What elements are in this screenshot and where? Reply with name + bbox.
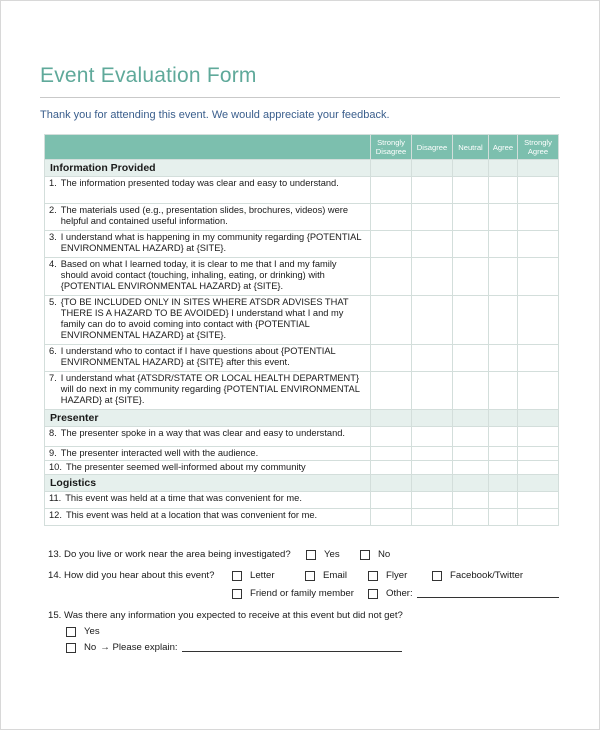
question-row bbox=[45, 231, 559, 258]
question-cell bbox=[45, 258, 371, 296]
q15-no-checkbox[interactable] bbox=[66, 643, 76, 653]
scale-strongly-agree: Strongly Agree bbox=[518, 135, 559, 160]
q13-yes-label: Yes bbox=[324, 549, 340, 560]
q13-no-label: No bbox=[378, 549, 391, 560]
rating-neutral-cell[interactable] bbox=[453, 345, 489, 372]
rating-strongly-disagree-cell[interactable] bbox=[371, 372, 412, 410]
question-text: I understand who to contact if I have questions about {POTENTIAL ENVIRONMENTAL HAZARD} at {SITE} after this event. bbox=[60, 346, 336, 367]
q13-yes-checkbox[interactable] bbox=[306, 550, 316, 560]
rating-agree-cell[interactable] bbox=[489, 461, 518, 475]
q15-text: Was there any information you expected to receive at this event but did not get? bbox=[64, 610, 403, 621]
section-header-row bbox=[45, 475, 559, 492]
rating-agree-cell[interactable] bbox=[489, 258, 518, 296]
question-text: The presenter interacted well with the audience. bbox=[60, 448, 259, 458]
rating-strongly-agree-cell[interactable] bbox=[518, 296, 559, 345]
rating-strongly-agree-cell[interactable] bbox=[518, 177, 559, 204]
section-header-cell bbox=[489, 410, 518, 427]
rating-agree-cell[interactable] bbox=[489, 296, 518, 345]
q14-email-label: Email bbox=[323, 570, 347, 581]
question-text: This event was held at a time that was convenient for me. bbox=[65, 493, 302, 503]
q14-facebook-twitter-label: Facebook/Twitter bbox=[450, 570, 524, 581]
question-number: 8. bbox=[49, 428, 57, 438]
rating-strongly-agree-cell[interactable] bbox=[518, 461, 559, 475]
rating-strongly-agree-cell[interactable] bbox=[518, 372, 559, 410]
scale-header-row bbox=[45, 135, 559, 160]
q13-yes-option[interactable] bbox=[306, 549, 340, 560]
q15-explain-label: → Please explain: bbox=[100, 642, 178, 653]
q14-letter-checkbox[interactable] bbox=[232, 571, 242, 581]
rating-disagree-cell[interactable] bbox=[412, 427, 453, 447]
question-cell bbox=[45, 345, 371, 372]
section-header-cell bbox=[518, 160, 559, 177]
question-number: 4. bbox=[49, 259, 57, 269]
question-number: 9. bbox=[49, 448, 57, 458]
q14-text: How did you hear about this event? bbox=[64, 570, 215, 581]
q14-option-other[interactable] bbox=[368, 588, 559, 599]
q14-letter-label: Letter bbox=[250, 570, 275, 581]
section-header-cell bbox=[518, 410, 559, 427]
rating-agree-cell[interactable] bbox=[489, 447, 518, 461]
question-text: The presenter spoke in a way that was clear and easy to understand. bbox=[60, 428, 346, 438]
rating-strongly-agree-cell[interactable] bbox=[518, 258, 559, 296]
rating-disagree-cell[interactable] bbox=[412, 204, 453, 231]
rating-strongly-disagree-cell[interactable] bbox=[371, 296, 412, 345]
section-header-cell bbox=[453, 160, 489, 177]
question-row bbox=[45, 427, 559, 447]
question-row bbox=[45, 461, 559, 475]
rating-neutral-cell[interactable] bbox=[453, 258, 489, 296]
evaluation-table bbox=[44, 134, 559, 526]
question-row bbox=[45, 258, 559, 296]
q13-no-checkbox[interactable] bbox=[360, 550, 370, 560]
section-header-cell bbox=[489, 160, 518, 177]
section-header-cell bbox=[453, 475, 489, 492]
question-text: I understand what {ATSDR/STATE OR LOCAL HEALTH DEPARTMENT} will do next in my community regarding {POTENTIAL ENVIRONMENTAL HAZARD} at {SITE}. bbox=[60, 373, 360, 405]
question-number: 5. bbox=[49, 297, 57, 307]
rating-strongly-disagree-cell[interactable] bbox=[371, 427, 412, 447]
question-text: {TO BE INCLUDED ONLY IN SITES WHERE ATSDR ADVISES THAT THERE IS A HAZARD TO BE AVOIDED} I understand what I and my family can do to avoid coming into contact with {POTENTIAL ENVIRONMENTAL HAZARD} at {SITE}. bbox=[60, 297, 349, 340]
q14-option-letter[interactable] bbox=[232, 570, 275, 581]
q15-explain-blank[interactable] bbox=[182, 643, 402, 652]
q14-flyer-label: Flyer bbox=[386, 570, 408, 581]
q15-no-option[interactable] bbox=[66, 642, 402, 653]
question-number: 3. bbox=[49, 232, 57, 242]
rating-strongly-agree-cell[interactable] bbox=[518, 492, 559, 509]
header-blank bbox=[45, 135, 371, 160]
question-row bbox=[45, 492, 559, 509]
rating-neutral-cell[interactable] bbox=[453, 427, 489, 447]
rating-strongly-agree-cell[interactable] bbox=[518, 427, 559, 447]
q14-label bbox=[48, 570, 214, 581]
q15-no-label: No bbox=[84, 642, 97, 653]
q15-yes-label: Yes bbox=[84, 626, 100, 637]
rating-strongly-agree-cell[interactable] bbox=[518, 345, 559, 372]
q14-facebook-twitter-checkbox[interactable] bbox=[432, 571, 442, 581]
rating-neutral-cell[interactable] bbox=[453, 461, 489, 475]
intro-text: Thank you for attending this event. We would appreciate your feedback. bbox=[40, 109, 390, 121]
question-cell bbox=[45, 177, 371, 204]
rating-disagree-cell[interactable] bbox=[412, 345, 453, 372]
rating-strongly-disagree-cell[interactable] bbox=[371, 461, 412, 475]
rating-disagree-cell[interactable] bbox=[412, 177, 453, 204]
q14-other-blank[interactable] bbox=[417, 589, 559, 598]
question-number: 7. bbox=[49, 373, 57, 383]
question-row bbox=[45, 204, 559, 231]
section-header-cell bbox=[412, 475, 453, 492]
question-text: The information presented today was clear and easy to understand. bbox=[60, 178, 339, 188]
question-cell bbox=[45, 509, 371, 526]
rating-agree-cell[interactable] bbox=[489, 492, 518, 509]
q15-label bbox=[48, 610, 403, 621]
title-divider bbox=[40, 97, 560, 98]
rating-neutral-cell[interactable] bbox=[453, 296, 489, 345]
q14-other-label: Other: bbox=[386, 588, 413, 599]
q14-friend-family-checkbox[interactable] bbox=[232, 589, 242, 599]
question-row bbox=[45, 509, 559, 526]
section-header-cell bbox=[371, 160, 412, 177]
question-row bbox=[45, 177, 559, 204]
rating-agree-cell[interactable] bbox=[489, 372, 518, 410]
scale-strongly-disagree: Strongly Disagree bbox=[371, 135, 412, 160]
question-cell bbox=[45, 231, 371, 258]
section-header-cell bbox=[489, 475, 518, 492]
q14-option-flyer[interactable] bbox=[368, 570, 407, 581]
section-header-cell bbox=[412, 410, 453, 427]
q14-option-email[interactable] bbox=[305, 570, 347, 581]
question-text: I understand what is happening in my community regarding {POTENTIAL ENVIRONMENTAL HAZARD} at {SITE}. bbox=[60, 232, 362, 253]
rating-disagree-cell[interactable] bbox=[412, 258, 453, 296]
rating-agree-cell[interactable] bbox=[489, 345, 518, 372]
question-cell bbox=[45, 296, 371, 345]
rating-neutral-cell[interactable] bbox=[453, 447, 489, 461]
rating-agree-cell[interactable] bbox=[489, 231, 518, 258]
question-cell bbox=[45, 372, 371, 410]
rating-strongly-disagree-cell[interactable] bbox=[371, 492, 412, 509]
rating-disagree-cell[interactable] bbox=[412, 231, 453, 258]
rating-strongly-agree-cell[interactable] bbox=[518, 509, 559, 526]
q13-number: 13. bbox=[48, 549, 62, 560]
q13-no-option[interactable] bbox=[360, 549, 390, 560]
rating-neutral-cell[interactable] bbox=[453, 204, 489, 231]
rating-neutral-cell[interactable] bbox=[453, 372, 489, 410]
section-header-row bbox=[45, 410, 559, 427]
q14-other-checkbox[interactable] bbox=[368, 589, 378, 599]
rating-strongly-disagree-cell[interactable] bbox=[371, 231, 412, 258]
q14-option-facebook-twitter[interactable] bbox=[432, 570, 523, 581]
question-text: The materials used (e.g., presentation slides, brochures, videos) were helpful and contained useful information. bbox=[60, 205, 349, 226]
rating-disagree-cell[interactable] bbox=[412, 492, 453, 509]
rating-strongly-agree-cell[interactable] bbox=[518, 231, 559, 258]
rating-strongly-disagree-cell[interactable] bbox=[371, 345, 412, 372]
question-number: 10. bbox=[49, 462, 62, 472]
q14-option-friend-family[interactable] bbox=[232, 588, 354, 599]
rating-neutral-cell[interactable] bbox=[453, 231, 489, 258]
rating-neutral-cell[interactable] bbox=[453, 509, 489, 526]
rating-disagree-cell[interactable] bbox=[412, 296, 453, 345]
question-row bbox=[45, 296, 559, 345]
rating-strongly-disagree-cell[interactable] bbox=[371, 204, 412, 231]
rating-agree-cell[interactable] bbox=[489, 177, 518, 204]
q15-yes-option[interactable] bbox=[66, 626, 100, 637]
section-header-row bbox=[45, 160, 559, 177]
rating-agree-cell[interactable] bbox=[489, 204, 518, 231]
q14-number: 14. bbox=[48, 570, 62, 581]
section-title: Presenter bbox=[45, 410, 371, 427]
rating-disagree-cell[interactable] bbox=[412, 372, 453, 410]
rating-agree-cell[interactable] bbox=[489, 427, 518, 447]
rating-strongly-disagree-cell[interactable] bbox=[371, 258, 412, 296]
rating-neutral-cell[interactable] bbox=[453, 177, 489, 204]
q15-number: 15. bbox=[48, 610, 62, 621]
question-cell bbox=[45, 461, 371, 475]
section-title: Logistics bbox=[45, 475, 371, 492]
question-row bbox=[45, 447, 559, 461]
question-text: This event was held at a location that was convenient for me. bbox=[65, 510, 318, 520]
rating-strongly-agree-cell[interactable] bbox=[518, 447, 559, 461]
rating-strongly-disagree-cell[interactable] bbox=[371, 177, 412, 204]
q14-flyer-checkbox[interactable] bbox=[368, 571, 378, 581]
question-cell bbox=[45, 447, 371, 461]
rating-strongly-disagree-cell[interactable] bbox=[371, 509, 412, 526]
section-header-cell bbox=[453, 410, 489, 427]
scale-disagree: Disagree bbox=[412, 135, 453, 160]
question-row bbox=[45, 345, 559, 372]
rating-disagree-cell[interactable] bbox=[412, 461, 453, 475]
rating-strongly-agree-cell[interactable] bbox=[518, 204, 559, 231]
question-text: Based on what I learned today, it is clear to me that I and my family should avoid contact (touching, inhaling, eating, or drinking) with {POTENTIAL ENVIRONMENTAL HAZARD} at {SITE}. bbox=[60, 259, 337, 291]
question-number: 12. bbox=[49, 510, 62, 520]
scale-agree: Agree bbox=[489, 135, 518, 160]
q15-yes-checkbox[interactable] bbox=[66, 627, 76, 637]
q13-label bbox=[48, 549, 291, 560]
section-header-cell bbox=[371, 475, 412, 492]
rating-disagree-cell[interactable] bbox=[412, 509, 453, 526]
question-text: The presenter seemed well-informed about my community bbox=[65, 462, 306, 472]
scale-neutral: Neutral bbox=[453, 135, 489, 160]
q14-friend-family-label: Friend or family member bbox=[250, 588, 354, 599]
section-title: Information Provided bbox=[45, 160, 371, 177]
question-row bbox=[45, 372, 559, 410]
section-header-cell bbox=[412, 160, 453, 177]
q13-text: Do you live or work near the area being investigated? bbox=[64, 549, 291, 560]
form-title: Event Evaluation Form bbox=[40, 64, 257, 87]
question-cell bbox=[45, 204, 371, 231]
rating-neutral-cell[interactable] bbox=[453, 492, 489, 509]
question-cell bbox=[45, 427, 371, 447]
question-number: 1. bbox=[49, 178, 57, 188]
question-number: 11. bbox=[49, 493, 62, 503]
q14-email-checkbox[interactable] bbox=[305, 571, 315, 581]
question-number: 6. bbox=[49, 346, 57, 356]
section-header-cell bbox=[371, 410, 412, 427]
section-header-cell bbox=[518, 475, 559, 492]
rating-agree-cell[interactable] bbox=[489, 509, 518, 526]
question-cell bbox=[45, 492, 371, 509]
rating-strongly-disagree-cell[interactable] bbox=[371, 447, 412, 461]
question-number: 2. bbox=[49, 205, 57, 215]
rating-disagree-cell[interactable] bbox=[412, 447, 453, 461]
